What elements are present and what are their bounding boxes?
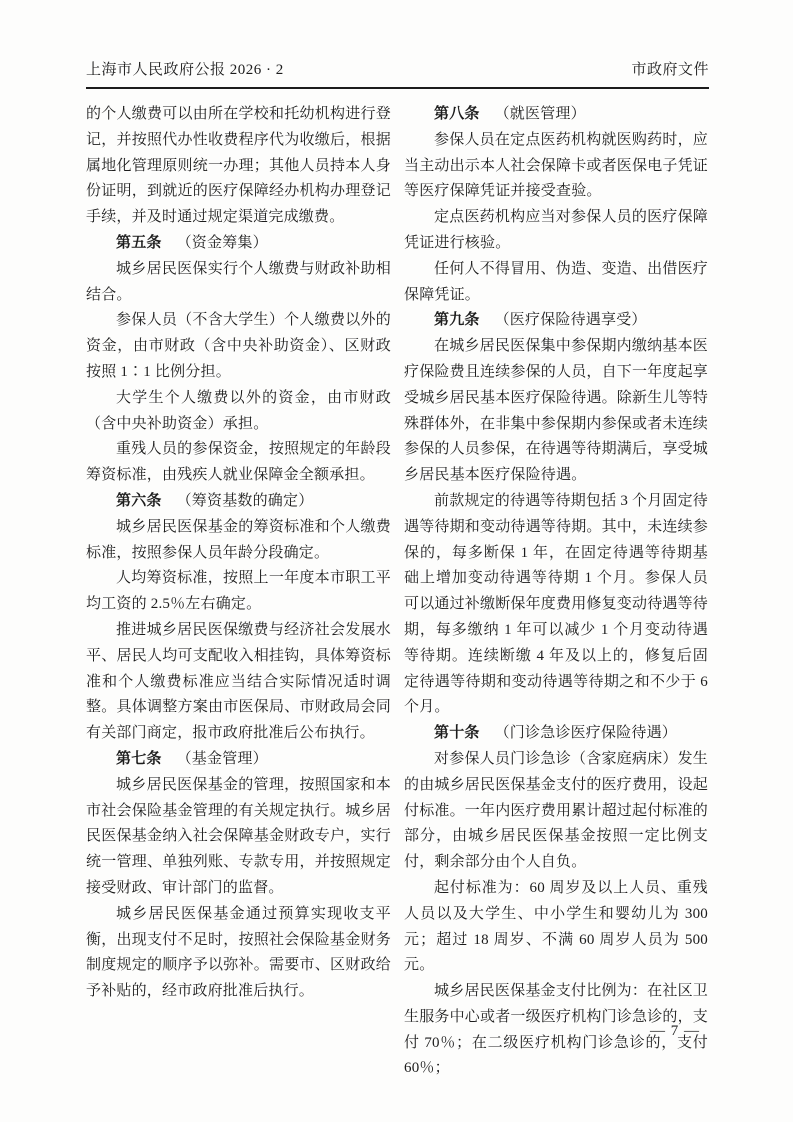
article-number: 第五条 bbox=[116, 234, 162, 251]
article-number: 第八条 bbox=[434, 106, 480, 122]
body-paragraph: 任何人不得冒用、伪造、变造、出借医疗保障凭证。 bbox=[404, 260, 708, 303]
article-heading bbox=[404, 102, 708, 128]
body-paragraph: 城乡居民医保实行个人缴费与财政补助相结合。 bbox=[86, 260, 391, 303]
article-heading bbox=[404, 308, 708, 334]
header-rule bbox=[86, 87, 709, 89]
body-paragraph: 城乡居民医保基金通过预算实现收支平衡，出现支付不足时，按照社会保险基金财务制度规定的顺序予以弥补。需要市、区财政给予补贴的，经市政府批准后执行。 bbox=[86, 905, 391, 1000]
article-title: （资金筹集） bbox=[176, 234, 268, 251]
body-paragraph: 重残人员的参保资金，按照规定的年龄段筹资标准，由残疾人就业保障金全额承担。 bbox=[86, 441, 391, 484]
body-paragraph: 大学生个人缴费以外的资金，由市财政（含中央补助资金）承担。 bbox=[86, 389, 391, 432]
body-paragraph: 起付标准为：60 周岁及以上人员、重残人员以及大学生、中小学生和婴幼儿为 300 元；超过 18 周岁、不满 60 周岁人员为 500 元。 bbox=[404, 879, 708, 974]
body-paragraph: 城乡居民医保基金的管理，按照国家和本市社会保险基金管理的有关规定执行。城乡居民医保基金纳入社会保障基金财政专户，实行统一管理、单独列账、专款专用，并按照规定接受财政、审计部门的监督。 bbox=[86, 776, 391, 896]
body-paragraph: 城乡居民医保基金的筹资标准和个人缴费标准，按照参保人员年龄分段确定。 bbox=[86, 518, 391, 561]
body-paragraph: 推进城乡居民医保缴费与经济社会发展水平、居民人均可支配收入相挂钩，具体筹资标准和个人缴费标准应当结合实际情况适时调整。具体调整方案由市医保局、市财政局会同有关部门商定，报市政府批准后公布执行。 bbox=[86, 621, 391, 742]
body-paragraph: 城乡居民医保基金支付比例为：在社区卫生服务中心或者一级医疗机构门诊急诊的，支付 70％；在二级医疗机构门诊急诊的，支付 60％； bbox=[404, 983, 709, 1077]
document-category: 市政府文件 bbox=[631, 62, 709, 78]
body-paragraph: 人均筹资标准，按照上一年度本市职工平均工资的 2.5％左右确定。 bbox=[86, 570, 391, 613]
article-heading bbox=[86, 489, 391, 515]
gazette-title: 上海市人民政府公报 2026 · 2 bbox=[86, 62, 284, 78]
article-heading bbox=[86, 747, 391, 773]
body-paragraph: 定点医药机构应当对参保人员的医疗保障凭证进行核验。 bbox=[404, 209, 708, 251]
article-title: （医疗保险待遇享受） bbox=[494, 312, 647, 329]
right-text-column bbox=[404, 102, 708, 1082]
page-header bbox=[86, 60, 709, 80]
article-number: 第六条 bbox=[116, 492, 162, 509]
left-text-column bbox=[86, 102, 391, 1005]
body-paragraph: 参保人员在定点医药机构就医购药时，应当主动出示本人社会保障卡或者医保电子凭证等医疗保障凭证并接受查验。 bbox=[404, 131, 709, 200]
body-paragraph: 的个人缴费可以由所在学校和托幼机构进行登记，并按照代办性收费程序代为收缴后，根据属地化管理原则统一办理；其他人员持本人身份证明，到就近的医疗保障经办机构办理登记手续，并及时通过规定渠道完成缴费。 bbox=[86, 106, 391, 226]
article-title: （门诊急诊医疗保险待遇） bbox=[494, 725, 678, 742]
page-number: — 7 — bbox=[650, 1023, 700, 1039]
body-paragraph: 参保人员（不含大学生）个人缴费以外的资金，由市财政（含中央补助资金）、区财政按照 1∶1 比例分担。 bbox=[86, 312, 391, 380]
body-paragraph: 在城乡居民医保集中参保期内缴纳基本医疗保险费且连续参保的人员，自下一年度起享受城乡居民基本医疗保险待遇。除新生儿等特殊群体外，在非集中参保期内参保或者未连续参保的人员参保，在待遇等待期满后，享受城乡居民基本医疗保险待遇。 bbox=[404, 338, 709, 484]
article-number: 第九条 bbox=[434, 312, 480, 329]
article-number: 第七条 bbox=[116, 750, 162, 767]
article-heading bbox=[86, 231, 391, 257]
article-heading bbox=[404, 721, 708, 747]
article-title: （就医管理） bbox=[494, 106, 586, 122]
article-title: （基金管理） bbox=[176, 750, 268, 767]
article-number: 第十条 bbox=[434, 725, 480, 742]
article-title: （筹资基数的确定） bbox=[176, 492, 314, 509]
body-paragraph: 前款规定的待遇等待期包括 3 个月固定待遇等待期和变动待遇等待期。其中，未连续参保的，每多断保 1 年，在固定待遇等待期基础上增加变动待遇等待期 1 个月。参保人员可以通过补缴断保年度费用修复变动待遇等待期，每多缴纳 1 年可以减少 1 个月变动待遇等待期。连续断缴 4 年及以上的，修复后固定待遇等待期和变动待遇等待期之和不少于 6 个月。 bbox=[404, 492, 709, 716]
body-paragraph: 对参保人员门诊急诊（含家庭病床）发生的由城乡居民医保基金支付的医疗费用，设起付标准。一年内医疗费用累计超过起付标准的部分，由城乡居民医保基金按照一定比例支付，剩余部分由个人自负。 bbox=[404, 750, 709, 871]
